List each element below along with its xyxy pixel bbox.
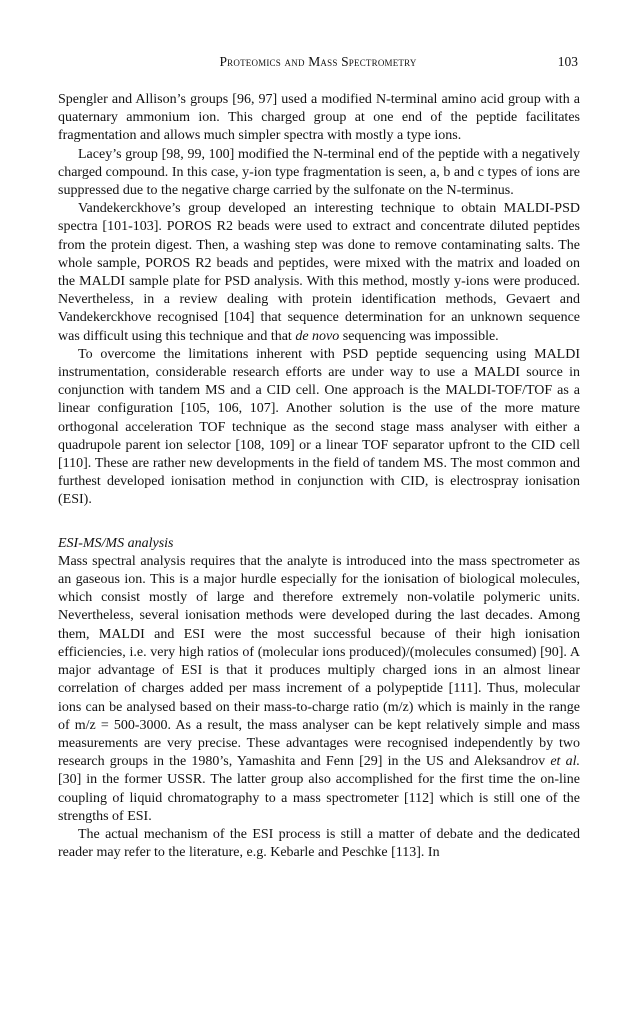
emphasis-text: et al.: [550, 754, 580, 770]
emphasis-text: de novo: [295, 328, 340, 344]
paragraph: Lacey’s group [98, 99, 100] modified the N-terminal end of the peptide with a negatively charged compound. In this case, y-ion type fragmentation is seen, a, b and c types of ions are suppressed due to the negative charge carried by the sulfonate on the N-terminus.: [58, 146, 580, 199]
body-text: [58, 91, 580, 862]
paragraph: [58, 200, 580, 346]
running-title: Proteomics and Mass Spectrometry: [219, 54, 417, 69]
page-number: 103: [557, 54, 578, 69]
paragraph: The actual mechanism of the ESI process is still a matter of debate and the dedicated reader may refer to the literature, e.g. Kebarle and Peschke [113]. In: [58, 826, 580, 861]
paragraph: Spengler and Allison’s groups [96, 97] used a modified N-terminal amino acid group with a quaternary ammonium ion. This charged group at one end of the peptide facilitates fragmentation and allows much simpler spectra with mostly a type ions.: [58, 92, 580, 144]
page-header: [58, 54, 578, 72]
paragraph: [58, 553, 580, 826]
paragraph-text: Vandekerckhove’s group developed an interesting technique to obtain MALDI-PSD spectra [101-103]. POROS R2 beads were used to extract and concentrate diluted peptides from the protein digest. Then, a washing step was done to remove contaminating salts. The whole sample, POROS R2 beads and peptides, were mixed with the matrix and loaded on the MALDI sample plate for PSD analysis. With this method, mostly y-ions were produced. Nevertheless, in a review dealing with protein identification methods, Gevaert and Vandekerckhove recognised [104] that sequence determination for an unknown sequence was difficult using this technique and that: [58, 201, 580, 344]
paragraph-text: [30] in the former USSR. The latter group also accomplished for the first time the on-line coupling of liquid chromatography to a mass spectrometer [112] which is still one of the strengths of ESI.: [58, 772, 580, 824]
section-heading: ESI-MS/MS analysis: [58, 535, 174, 551]
paragraph-text: Mass spectral analysis requires that the analyte is introduced into the mass spectrometer as an gaseous ion. This is a major hurdle especially for the ionisation of biological molecules, which consist mostly of large and therefore extremely non-volatile polymeric units. Nevertheless, several ionisation methods were developed during the last decades. Among them, MALDI and ESI were the most successful because of their high ionisation efficiencies, i.e. very high ratios of (molecular ions produced)/(molecules consumed) [90]. A major advantage of ESI is that it produces multiply charged ions in an almost linear correlation of charges added per mass increment of a polypeptide [111]. Thus, molecular ions can be analysed based on their mass-to-charge ratio (m/z) which is mainly in the range of m/z = 500-3000. As a result, the mass analyser can be kept relatively simple and mass measurements are very precise. These advantages were recognised independently by two research groups in the 1980’s, Yamashita and Fenn [29] in the US and Aleksandrov: [58, 553, 580, 770]
paragraph-text: sequencing was impossible.: [339, 328, 499, 344]
paragraph: To overcome the limitations inherent with PSD peptide sequencing using MALDI instrumentation, considerable research efforts are under way to use a MALDI source in conjunction with tandem MS and a CID cell. One approach is the MALDI-TOF/TOF as a linear configuration [105, 106, 107]. Another solution is the use of the more mature orthogonal acceleration TOF technique as the second stage mass analyser with either a quadrupole parent ion selector [108, 109] or a linear TOF separator upfront to the CID cell [110]. These are rather new developments in the field of tandem MS. The most common and furthest developed ionisation method in conjunction with CID, is electrospray ionisation (ESI).: [58, 346, 580, 508]
